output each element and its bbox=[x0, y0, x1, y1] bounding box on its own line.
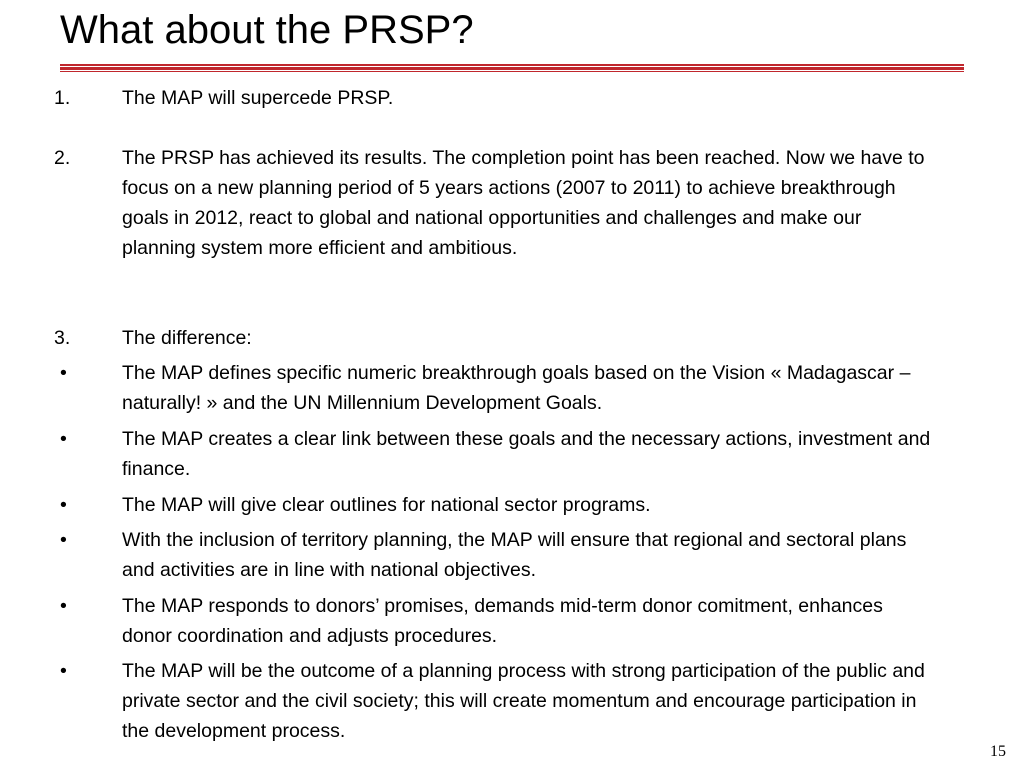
bullet-item bbox=[54, 525, 934, 585]
bullet-marker: • bbox=[60, 428, 67, 450]
bullet-marker: • bbox=[60, 529, 67, 551]
title-underline-line bbox=[60, 67, 964, 70]
bullet-item bbox=[54, 424, 934, 484]
list-number: 3. bbox=[54, 327, 71, 349]
list-item-text: The PRSP has achieved its results. The completion point has been reached. Now we have to focus on a new planning period of 5 years actions (2007 to 2011) to achieve breakthrough goals in 2012, react to global and national opportunities and challenges and make our planning system more efficient and ambitious. bbox=[122, 147, 925, 259]
bullet-item-text: The MAP defines specific numeric breakthrough goals based on the Vision « Madagascar – naturally! » and the UN Millennium Development Goals. bbox=[122, 362, 911, 414]
list-item-text: The difference: bbox=[122, 327, 252, 349]
list-number: 2. bbox=[54, 147, 71, 169]
bullet-item-text: The MAP will be the outcome of a planning process with strong participation of the public and private sector and the civil society; this will create momentum and encourage participation in the development process. bbox=[122, 660, 925, 742]
list-item-3 bbox=[54, 323, 934, 353]
bullet-item bbox=[54, 656, 934, 746]
bullet-item-text: The MAP responds to donors’ promises, demands mid-term donor comitment, enhances donor coordination and adjusts procedures. bbox=[122, 595, 883, 647]
bullet-item bbox=[54, 591, 934, 651]
page-number: 15 bbox=[990, 743, 1006, 760]
bullet-item bbox=[54, 490, 934, 520]
bullet-marker: • bbox=[60, 595, 67, 617]
list-item-2 bbox=[54, 143, 934, 263]
bullet-marker: • bbox=[60, 660, 67, 682]
title-underline-line bbox=[60, 71, 964, 72]
bullet-item-text: The MAP creates a clear link between these goals and the necessary actions, investment and finance. bbox=[122, 428, 931, 480]
bullet-item bbox=[54, 358, 934, 418]
bullet-item-text: With the inclusion of territory planning, the MAP will ensure that regional and sectoral plans and activities are in line with national objectives. bbox=[122, 529, 907, 581]
title-underline-line bbox=[60, 64, 964, 66]
bullet-marker: • bbox=[60, 494, 67, 516]
slide-title: What about the PRSP? bbox=[60, 8, 474, 52]
bullet-marker: • bbox=[60, 362, 67, 384]
title-underline bbox=[60, 64, 964, 72]
bullet-item-text: The MAP will give clear outlines for national sector programs. bbox=[122, 494, 651, 516]
list-item-1 bbox=[54, 83, 934, 113]
list-number: 1. bbox=[54, 87, 71, 109]
list-item-text: The MAP will supercede PRSP. bbox=[122, 87, 394, 109]
